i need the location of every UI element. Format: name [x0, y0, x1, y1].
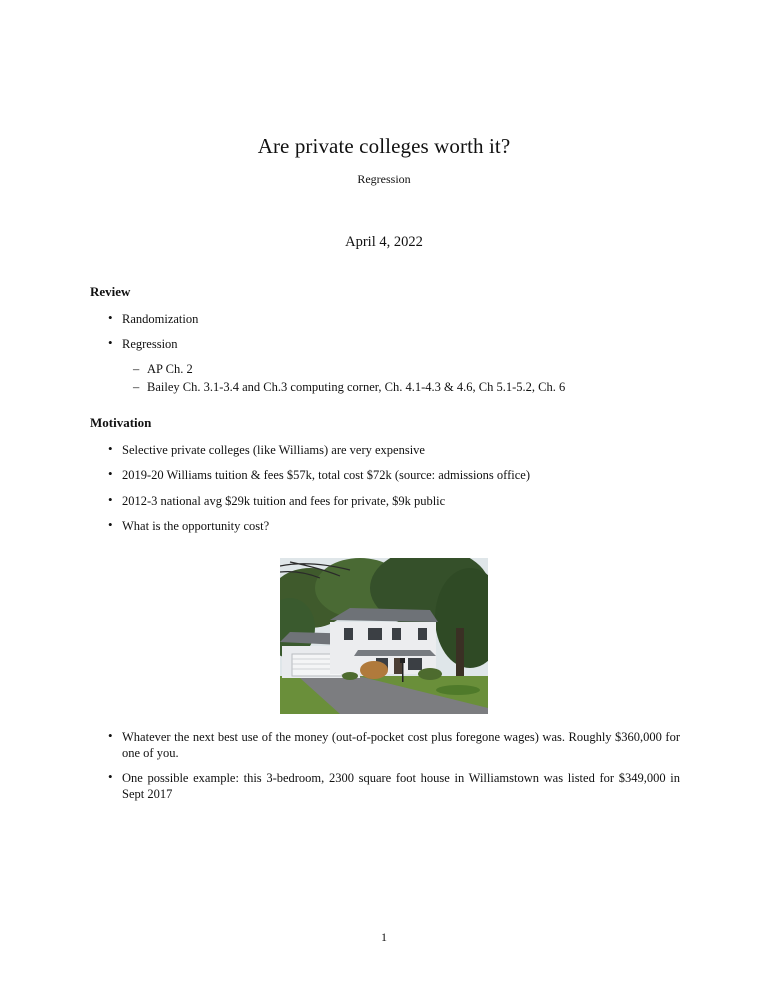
bullet-icon: •: [108, 335, 113, 350]
list-item: [108, 442, 680, 458]
bullet-icon: •: [108, 466, 113, 481]
list-item: [108, 770, 680, 802]
sub-list-item-text: Bailey Ch. 3.1-3.4 and Ch.3 computing corner, Ch. 4.1-4.3 & 4.6, Ch 5.1-5.2, Ch. 6: [147, 380, 566, 394]
dash-icon: –: [133, 362, 140, 376]
list-item: [108, 493, 680, 509]
list-item-text: Whatever the next best use of the money (out-of-pocket cost plus foregone wages) was. Roughly $360,000 for one of you.: [122, 730, 680, 760]
bullet-icon: •: [108, 517, 113, 532]
bullet-icon: •: [108, 492, 113, 507]
list-item-text: One possible example: this 3-bedroom, 2300 square foot house in Williamstown was listed for $349,000 in Sept 2017: [122, 771, 680, 801]
bullet-icon: •: [108, 310, 113, 325]
bullet-icon: •: [108, 441, 113, 456]
dash-icon: –: [133, 380, 140, 394]
list-item-text: Randomization: [122, 312, 199, 326]
list-item: [108, 311, 680, 327]
house-photo: [280, 558, 488, 714]
list-item: [108, 467, 680, 483]
list-item-text: What is the opportunity cost?: [122, 519, 270, 533]
list-item-text: 2019-20 Williams tuition & fees $57k, total cost $72k (source: admissions office): [122, 468, 531, 482]
sub-list-item-text: AP Ch. 2: [147, 362, 193, 376]
document-title: Are private colleges worth it?: [257, 134, 511, 158]
page-number: 1: [381, 930, 387, 944]
section-heading-motivation: Motivation: [90, 415, 152, 430]
sub-list-item: [133, 379, 693, 395]
list-item-text: Regression: [122, 337, 178, 351]
section-heading-review: Review: [90, 284, 131, 299]
list-item: [108, 336, 680, 352]
document-date: April 4, 2022: [345, 234, 423, 250]
sub-list-item: [133, 361, 693, 377]
list-item-text: 2012-3 national avg $29k tuition and fees for private, $9k public: [122, 494, 446, 508]
bullet-icon: •: [108, 769, 113, 784]
list-item: [108, 518, 680, 534]
document-subtitle: Regression: [357, 172, 411, 186]
list-item: [108, 729, 680, 761]
list-item-text: Selective private colleges (like Williams) are very expensive: [122, 443, 425, 457]
bullet-icon: •: [108, 728, 113, 743]
